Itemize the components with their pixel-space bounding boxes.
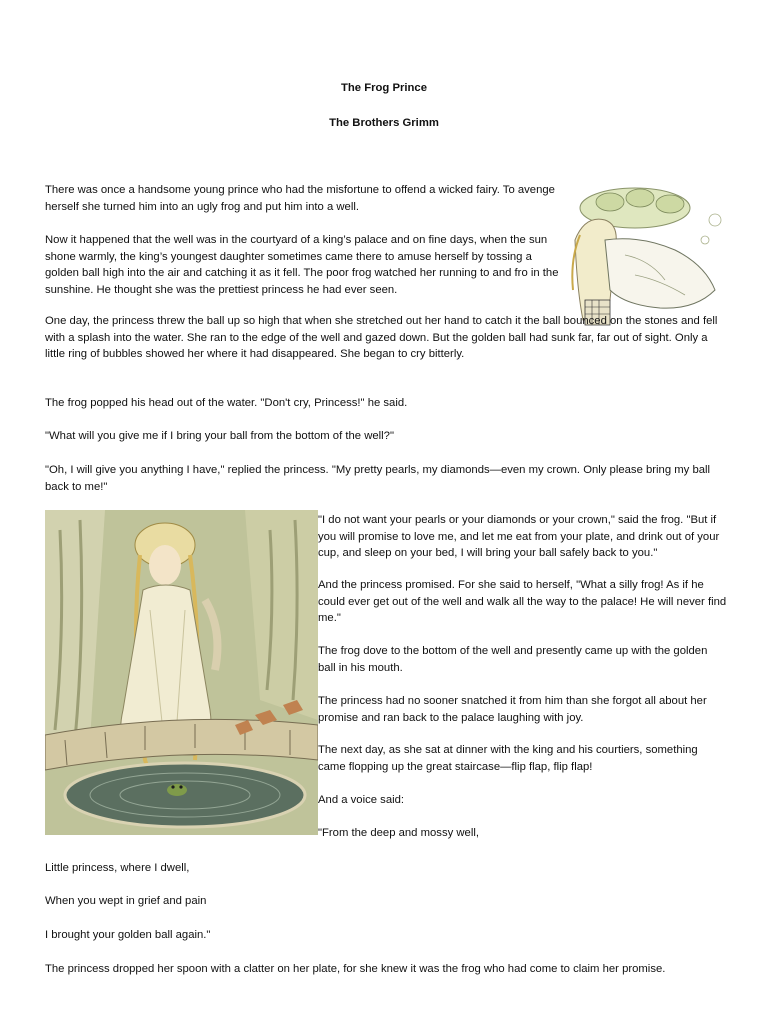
princess-sketch-illustration: [565, 180, 730, 330]
paragraph: The princess dropped her spoon with a clatter on her plate, for she knew it was the frog who had come to claim her promise.: [45, 963, 666, 975]
paragraph: There was once a handsome young prince who had the misfortune to offend a wicked fairy. To avenge herself she turned him into an ugly frog and put him into a well.: [45, 184, 555, 213]
paragraph: "What will you give me if I bring your ball from the bottom of the well?": [45, 430, 394, 442]
paragraph: The frog dove to the bottom of the well and presently came up with the golden ball in his mouth.: [318, 645, 708, 674]
paragraph: "Oh, I will give you anything I have," replied the princess. "My pretty pearls, my diamonds—even my crown. Only please bring my ball back to me!": [45, 464, 711, 493]
paragraph: When you wept in grief and pain: [45, 895, 207, 907]
paragraph: Little princess, where I dwell,: [45, 862, 190, 874]
paragraph: "From the deep and mossy well,: [318, 827, 479, 839]
paragraph: I brought your golden ball again.": [45, 929, 211, 941]
paragraph: The next day, as she sat at dinner with the king and his courtiers, something came flopping up the great staircase—flip flap, flip flap!: [318, 744, 698, 773]
paragraph: One day, the princess threw the ball up so high that when she stretched out her hand to catch it the ball bounced on the stones and fell with a splash into the water. She ran to the edge of the well and gazed down. But the golden ball had sunk far, far out of sight. Only a little ring of bubbles showed her where it had disappeared. She began to cry bitterly.: [45, 315, 718, 360]
princess-at-well-illustration: [45, 510, 318, 835]
paragraph: The frog popped his head out of the water. "Don't cry, Princess!" he said.: [45, 397, 408, 409]
paragraph: Now it happened that the well was in the courtyard of a king’s palace and on fine days, when the sun shone warmly, the king’s youngest daughter sometimes came there to amuse herself by tossing a golden ball high into the air and catching it as it fell. The poor frog watched her running to and fro in the sunshine. He thought she was the prettiest princess he had ever seen.: [45, 234, 559, 296]
paragraph: The princess had no sooner snatched it from him than she forgot all about her promise and ran back to the palace laughing with joy.: [318, 695, 707, 724]
paragraph: "I do not want your pearls or your diamonds or your crown," said the frog. "But if you will promise to love me, and let me eat from your plate, and drink out of your cup, and sleep on your bed, I will bring your ball safely back to you.": [318, 514, 720, 559]
paragraph: And the princess promised. For she said to herself, "What a silly frog! As if he could ever get out of the well and walk all the way to the palace! He will never find me.": [318, 579, 727, 624]
document-author: The Brothers Grimm: [329, 117, 439, 129]
document-title: The Frog Prince: [341, 82, 427, 94]
paragraph: And a voice said:: [318, 794, 405, 806]
